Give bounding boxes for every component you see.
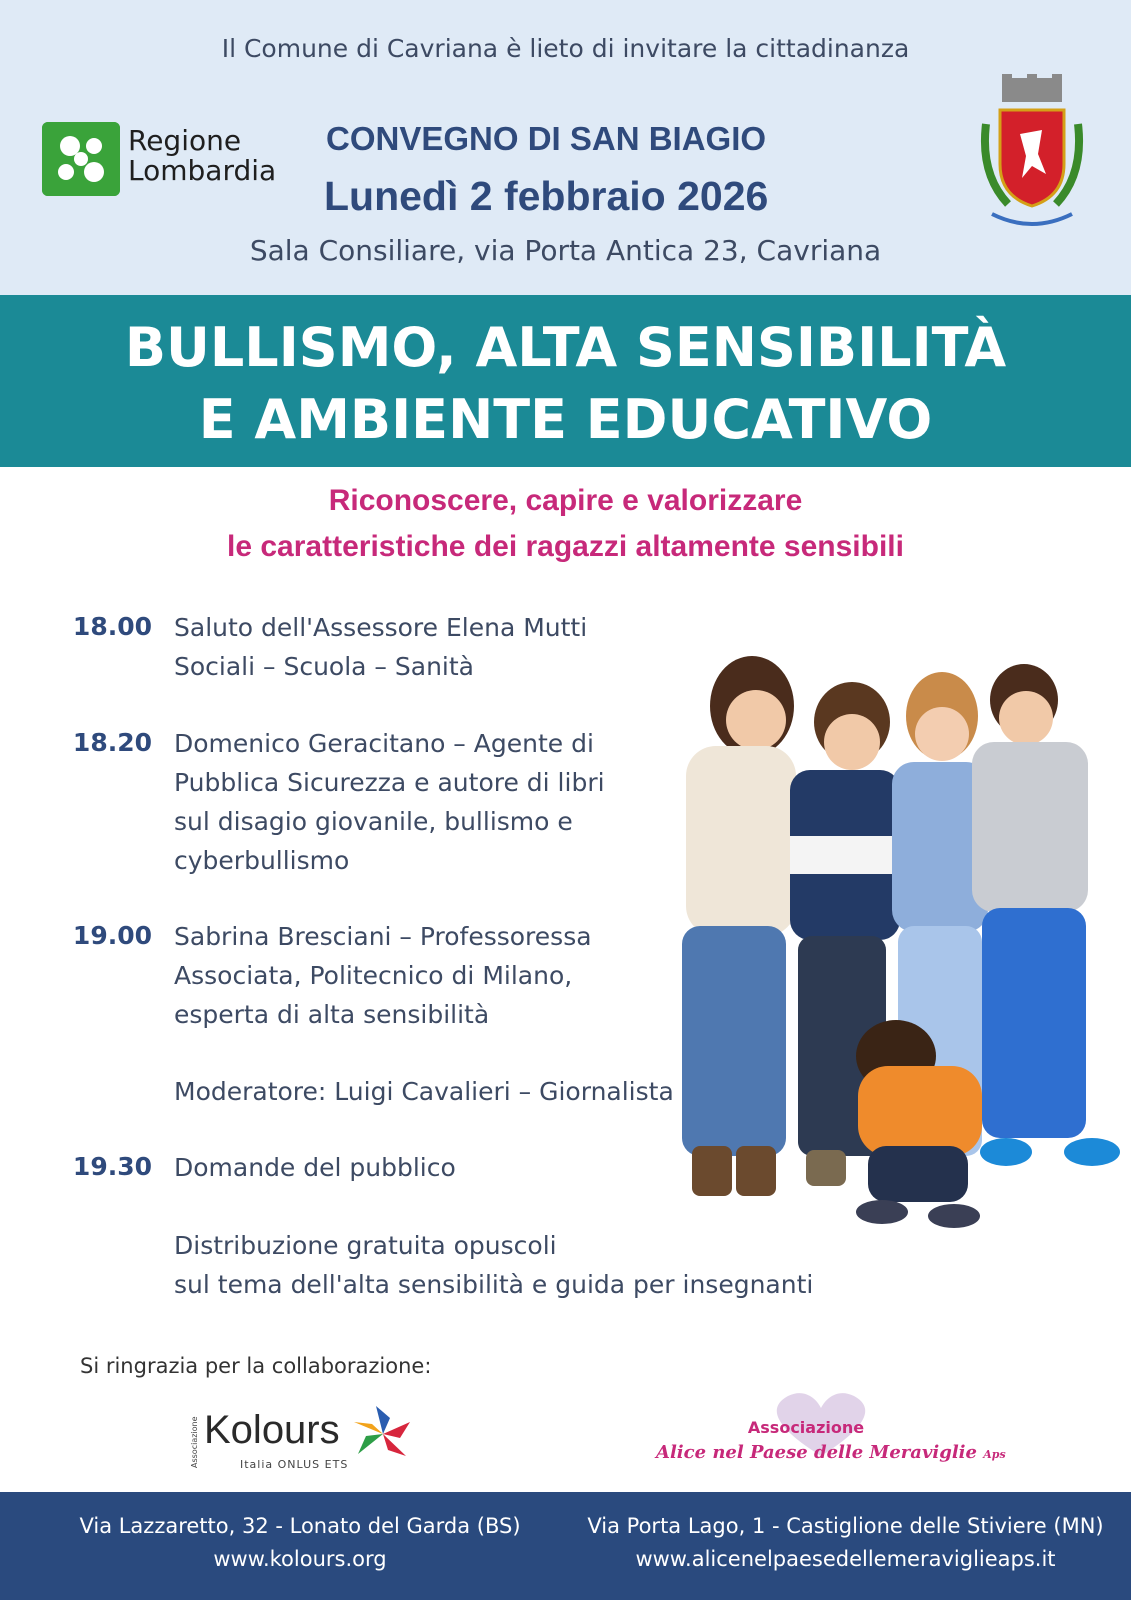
thanks-text: Si ringrazia per la collaborazione: (80, 1354, 432, 1378)
regione-lombardia-name (128, 126, 276, 186)
program-line: sul tema dell'alta sensibilità e guida per insegnanti (174, 1270, 814, 1299)
invite-text: Il Comune di Cavriana è lieto di invitare la cittadinanza (221, 34, 910, 63)
footer-left-web[interactable]: www.kolours.org (213, 1547, 387, 1571)
footer-right (560, 1510, 1131, 1576)
alice-line2: Alice nel Paese delle Meraviglie (656, 1442, 977, 1463)
region-line1: Regione (128, 124, 242, 157)
event-venue: Sala Consiliare, via Porta Antica 23, Cavriana (249, 234, 882, 267)
subtitle (0, 478, 1131, 570)
alice-logo (656, 1388, 1036, 1488)
region-line2: Lombardia (128, 154, 277, 187)
alice-suffix: Aps (983, 1448, 1006, 1461)
program-time-2: 18.20 (72, 728, 152, 757)
program-time-4: 19.30 (72, 1152, 152, 1181)
cavriana-crest-icon (972, 74, 1092, 236)
title-line1: BULLISMO, ALTA SENSIBILITÀ (124, 316, 1007, 379)
program-item-3 (174, 917, 694, 1034)
program-line: Domenico Geracitano – Agente di (174, 729, 594, 758)
title-line2: E AMBIENTE EDUCATIVO (198, 388, 933, 451)
program-time-1: 18.00 (72, 612, 152, 641)
footer-right-web[interactable]: www.alicenelpaesedellemeraviglieaps.it (635, 1547, 1056, 1571)
program-line: Associata, Politecnico di Milano, (174, 961, 573, 990)
main-title (0, 312, 1131, 456)
kolours-logo (190, 1404, 440, 1480)
program-line: Moderatore: Luigi Cavalieri – Giornalista (174, 1077, 674, 1106)
children-photo (672, 646, 1131, 1260)
regione-lombardia-logo-icon (42, 122, 120, 196)
footer-left (0, 1510, 600, 1576)
program-line: sul disagio giovanile, bullismo e (174, 807, 573, 836)
program-line: Sabrina Bresciani – Professoressa (174, 922, 592, 951)
program-item-4 (174, 1148, 694, 1187)
program-item-1 (174, 608, 694, 686)
program-line: Domande del pubblico (174, 1153, 456, 1182)
kolours-flower-icon (348, 1404, 418, 1464)
kolours-sub: Italia ONLUS ETS (240, 1458, 349, 1471)
program-line: Pubblica Sicurezza e autore di libri (174, 768, 605, 797)
program-line: Sociali – Scuola – Sanità (174, 652, 474, 681)
kolours-prefix: Associazione (190, 1416, 199, 1468)
footer-left-address: Via Lazzaretto, 32 - Lonato del Garda (BS) (79, 1514, 521, 1538)
alice-line1: Associazione (747, 1418, 865, 1437)
program-item-2 (174, 724, 694, 880)
program-time-3: 19.00 (72, 921, 152, 950)
footer-right-address: Via Porta Lago, 1 - Castiglione delle Stiviere (MN) (587, 1514, 1104, 1538)
program-line: Saluto dell'Assessore Elena Mutti (174, 613, 588, 642)
subtitle-line1: Riconoscere, capire e valorizzare (328, 484, 803, 517)
program-line: esperta di alta sensibilità (174, 1000, 490, 1029)
program-line: cyberbullismo (174, 846, 350, 875)
program-moderator (174, 1072, 694, 1111)
kolours-name: Kolours (204, 1408, 340, 1452)
program-line: Distribuzione gratuita opuscoli (174, 1231, 557, 1260)
subtitle-line2: le caratteristiche dei ragazzi altamente sensibili (227, 530, 904, 563)
event-name: CONVEGNO DI SAN BIAGIO (326, 120, 767, 157)
event-date: Lunedì 2 febbraio 2026 (324, 173, 769, 219)
